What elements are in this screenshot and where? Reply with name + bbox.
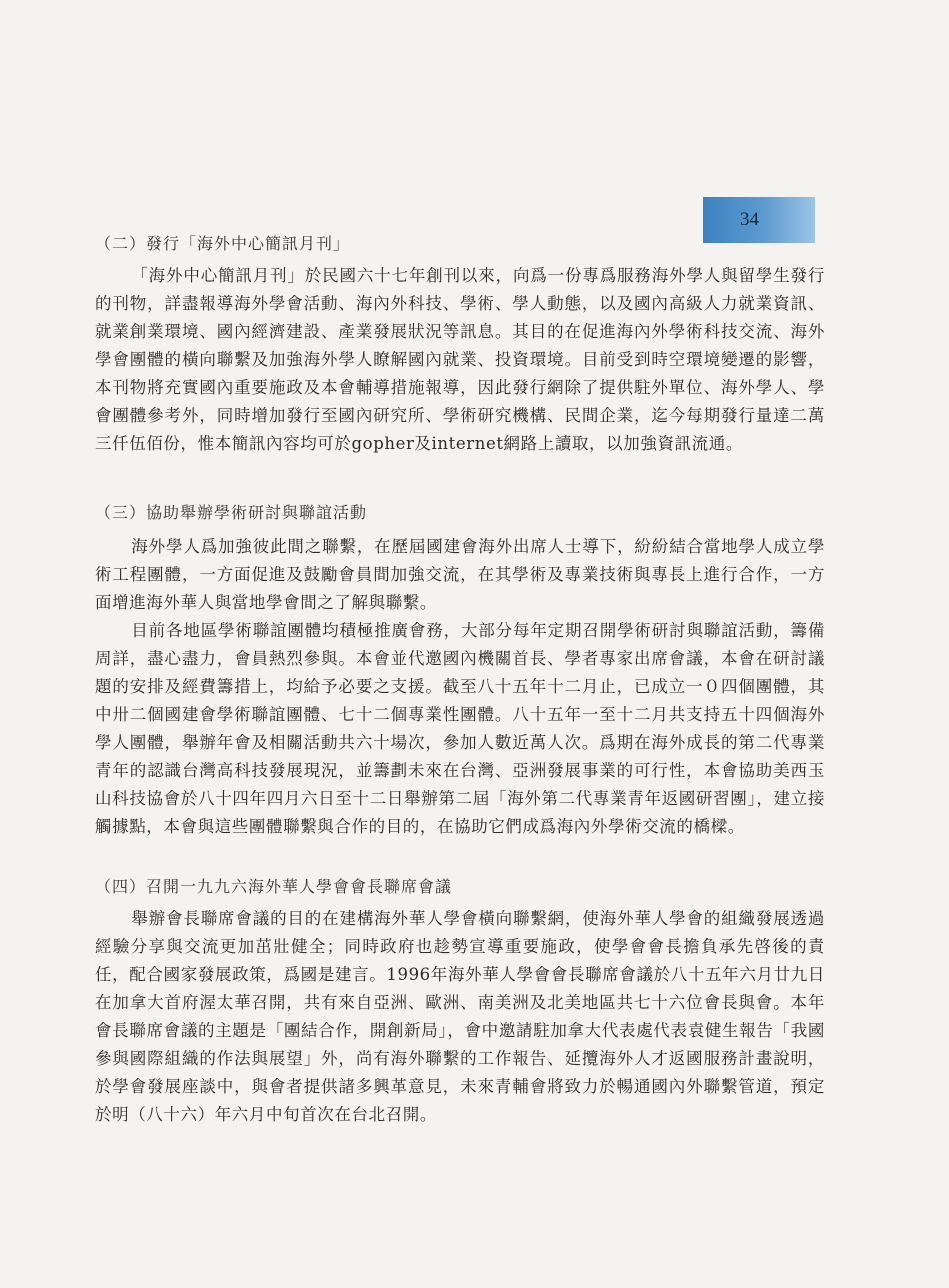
paragraph: 「海外中心簡訊月刊」於民國六十七年創刊以來，向爲一份專爲服務海外學人與留學生發行的刊物，詳盡報導海外學會活動、海內外科技、學術、學人動態，以及國內高級人力就業資訊、就業創業環境、國內經濟建設、產業發展狀況等訊息。其目的在促進海內外學術科技交流、海外學會團體的橫向聯繫及加強海外學人瞭解國內就業、投資環境。目前受到時空環境變遷的影響，本刊物將充實國內重要施政及本會輔導措施報導，因此發行網除了提供駐外單位、海外學人、學會團體參考外，同時增加發行至國內研究所、學術研究機構、民間企業，迄今每期發行量達二萬三仟伍佰份，惟本簡訊內容均可於gopher及internet網路上讀取，以加強資訊流通。 xyxy=(95,266,825,453)
paragraph: 目前各地區學術聯誼團體均積極推廣會務，大部分每年定期召開學術研討與聯誼活動，籌備周詳，盡心盡力，會員熱烈參與。本會並代邀國內機關首長、學者專家出席會議，本會在研討議題的安排及經費籌措上，均給予必要之支援。截至八十五年十二月止，已成立一０四個團體，其中卅二個國建會學術聯誼團體、七十二個專業性團體。八十五年一至十二月共支持五十四個海外學人團體，舉辦年會及相關活動共六十場次，參加人數近萬人次。爲期在海外成長的第二代專業青年的認識台灣高科技發展現況，並籌劃未來在台灣、亞洲發展事業的可行性，本會協助美西玉山科技協會於八十四年四月六日至十二日舉辦第二屆「海外第二代專業青年返國研習團」，建立接觸據點，本會與這些團體聯繫與合作的目的，在協助它們成爲海內外學術交流的橋樑。 xyxy=(95,621,825,836)
paragraph: 海外學人爲加強彼此間之聯繫，在歷屆國建會海外出席人士導下，紛紛結合當地學人成立學術工程團體，一方面促進及鼓勵會員間加強交流，在其學術及專業技術與專長上進行合作，一方面增進海外華人與當地學會間之了解與聯繫。 xyxy=(95,537,825,612)
section-presidents-meeting xyxy=(95,875,825,1129)
section-heading: （四）召開一九九六海外華人學會會長聯席會議 xyxy=(95,877,453,896)
section-academic-events xyxy=(95,501,825,841)
section-publication xyxy=(95,232,825,458)
page-number: 34 xyxy=(703,197,815,243)
section-heading: （三）協助舉辦學術研討與聯誼活動 xyxy=(95,503,368,522)
section-heading: （二）發行「海外中心簡訊月刊」 xyxy=(95,234,351,253)
paragraph: 舉辦會長聯席會議的目的在建構海外華人學會橫向聯繫網，使海外華人學會的組織發展透過經驗分享與交流更加茁壯健全；同時政府也趁勢宣導重要施政，使學會會長擔負承先啓後的責任，配合國家發展政策，爲國是建言。1996年海外華人學會會長聯席會議於八十五年六月廿九日在加拿大首府渥太華召開，共有來自亞洲、歐洲、南美洲及北美地區共七十六位會長與會。本年會長聯席會議的主題是「團結合作，開創新局」，會中邀請駐加拿大代表處代表袁健生報告「我國參與國際組織的作法與展望」外，尚有海外聯繫的工作報告、延攬海外人才返國服務計畫說明，於學會發展座談中，與會者提供諸多興革意見，未來青輔會將致力於暢通國內外聯繫管道，預定於明（八十六）年六月中旬首次在台北召開。 xyxy=(95,909,825,1124)
